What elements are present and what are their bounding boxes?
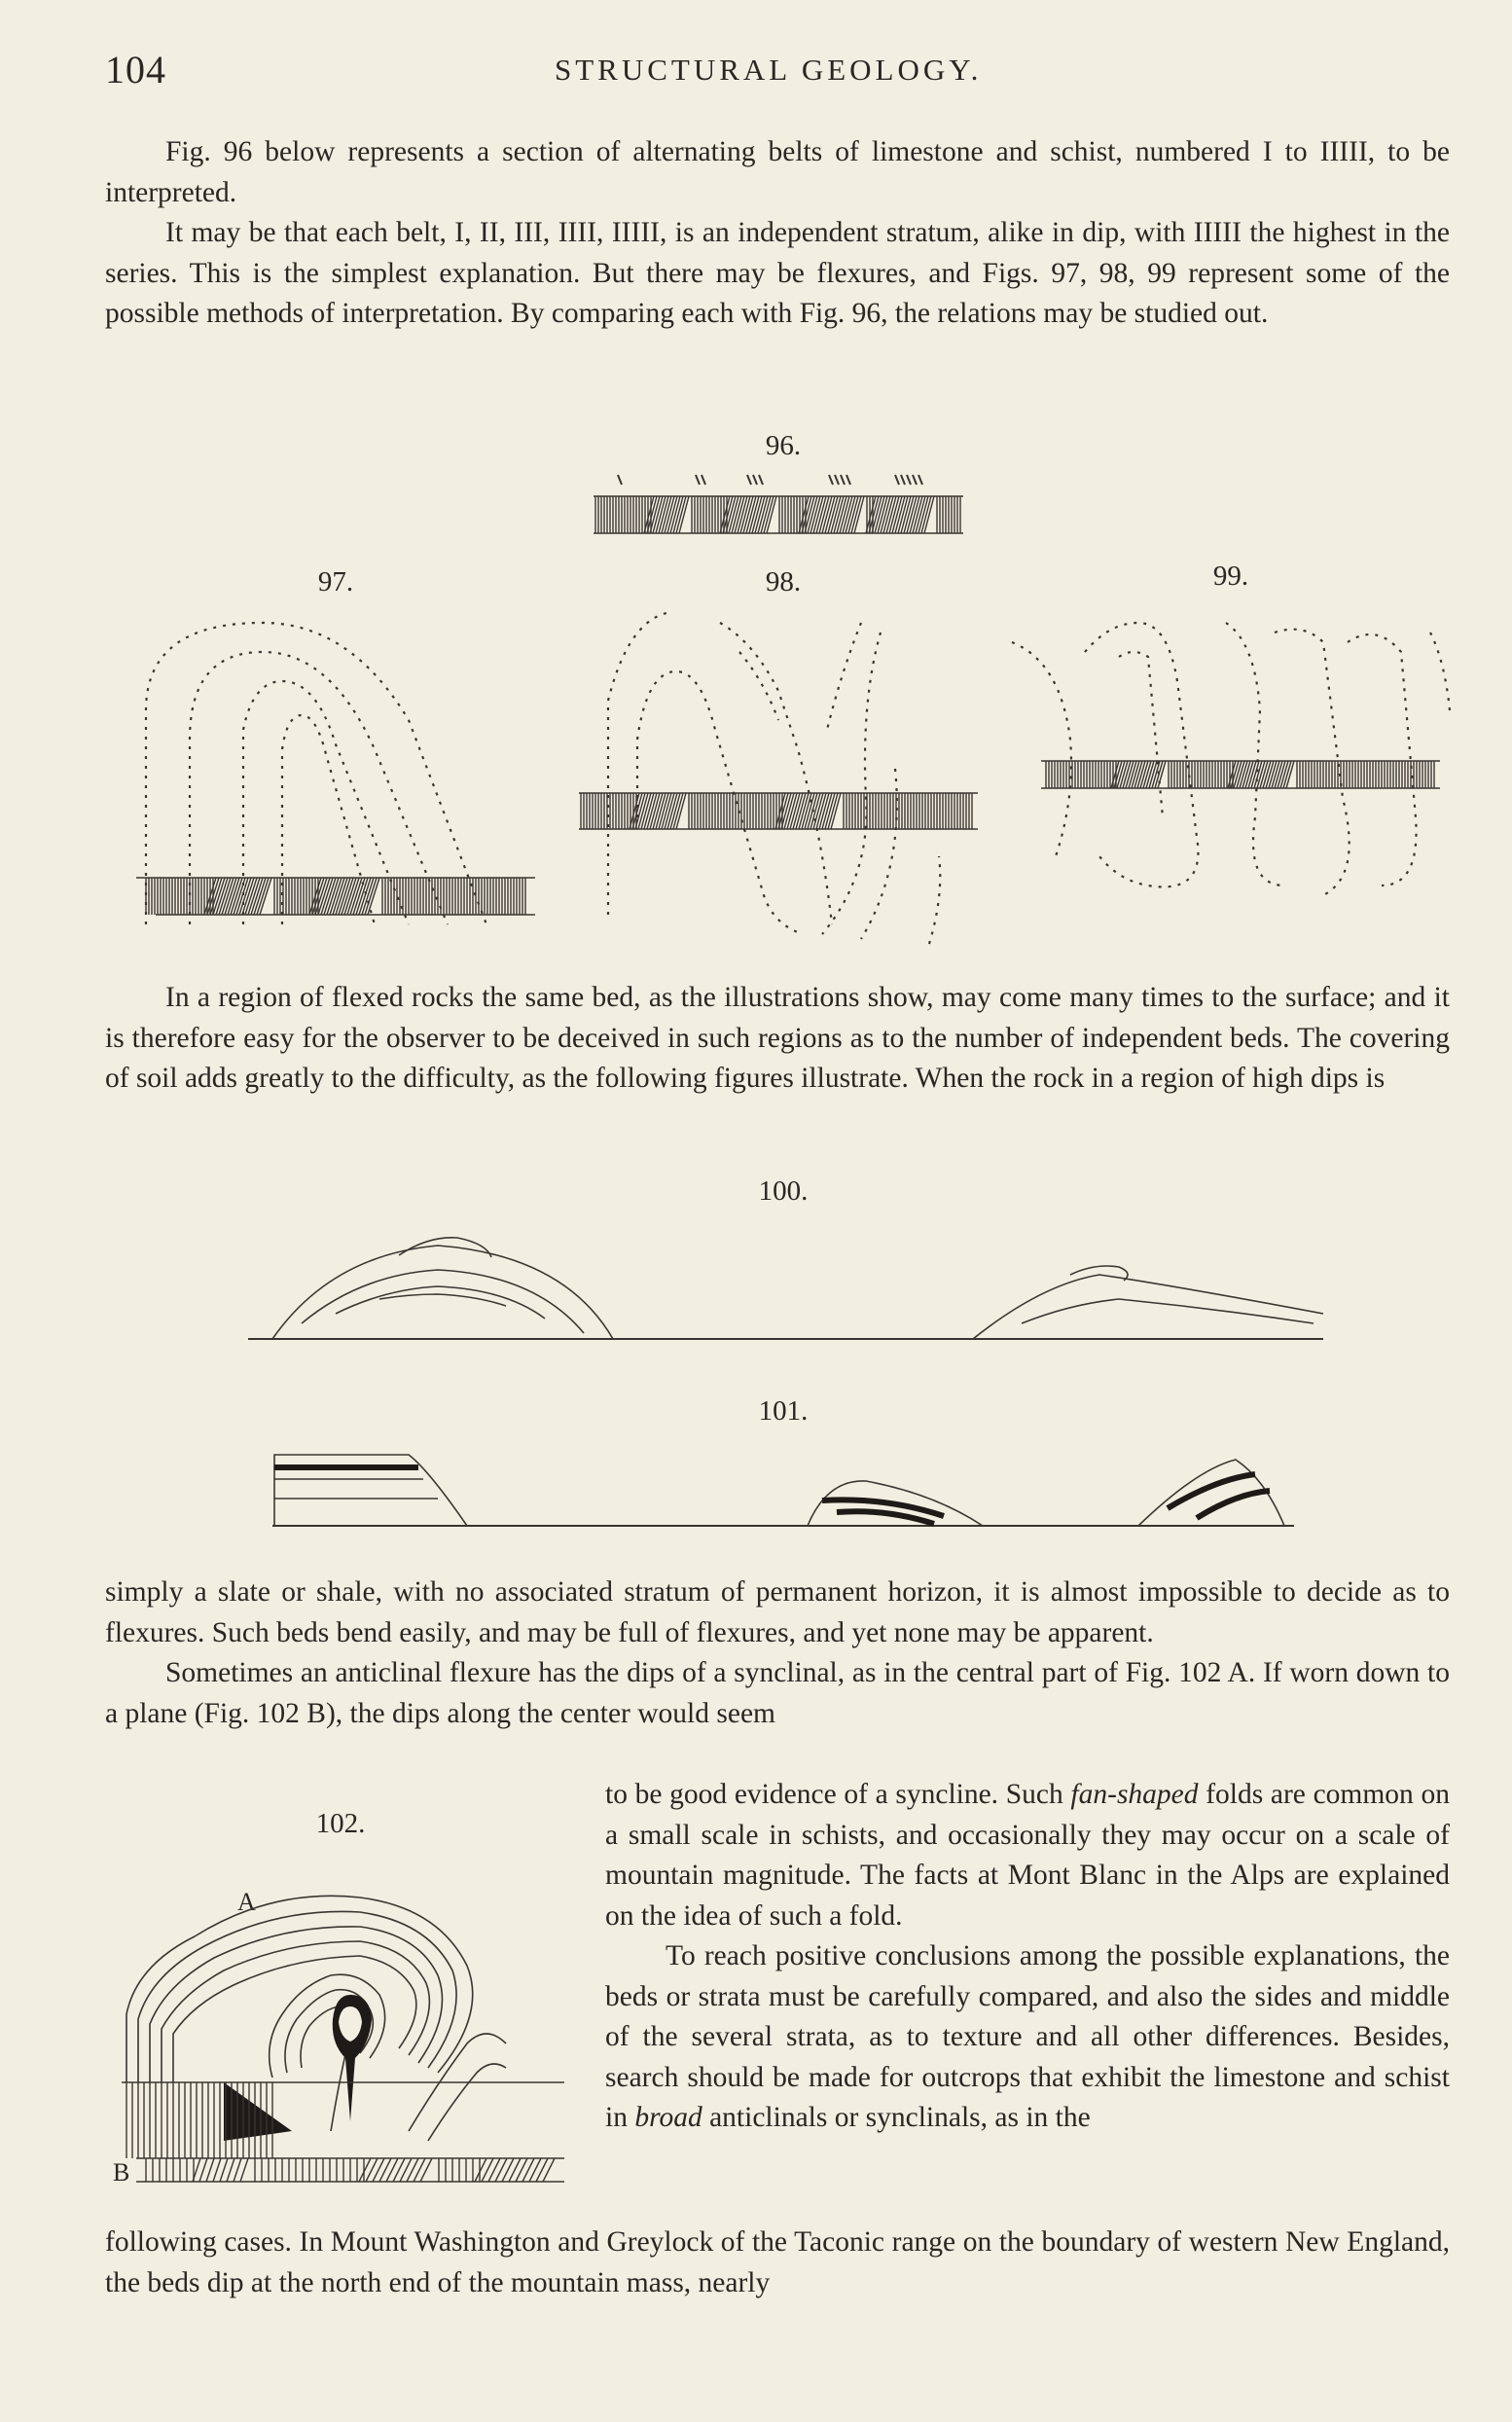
fig-102-label-b: B (113, 2158, 130, 2187)
fig-102-label-a: A (237, 1888, 256, 1916)
fig-99-diagram (1002, 603, 1469, 915)
paragraph-slate: simply a slate or shale, with no associated stratum of permanent horizon, it is almost impossible to decide as to flexures. Such beds bend easily, and may be full of flexures, and yet none may be apparent. (105, 1576, 1450, 1648)
fig-101-caption: 101. (758, 1395, 809, 1427)
slate-text (105, 1572, 1450, 1734)
fig-96-caption: 96. (765, 430, 802, 461)
fig-102-caption: 102. (315, 1808, 366, 1839)
paragraph-intro-2: It may be that each belt, I, II, III, IIII, IIIII, is an independent stratum, alike in dip, with IIIII the highest in the series. This is the simplest explanation. But there may be flexures, and Figs. 97, 98, 99 represent some of the possible methods of interpretation. By comparing each with Fig. 96, the relations may be studied out. (105, 217, 1450, 329)
paragraph-fan-1: Sometimes an anticlinal flexure has the dips of a synclinal, as in the central part of Fig. 102 A. If worn down to a plane (Fig. 102 B), the dips along the center would seem (105, 1657, 1450, 1729)
fig-100-caption: 100. (758, 1175, 809, 1207)
fan-shaped-emphasis: fan-shaped (1070, 1779, 1199, 1810)
fig-97-caption: 97. (317, 566, 354, 597)
fig-98-diagram (569, 603, 997, 954)
paragraph-final: following cases. In Mount Washington and Greylock of the Taconic range on the boundary of western New England, the beds dip at the north end of the mountain mass, nearly (105, 2226, 1450, 2298)
paragraph-reach (605, 1936, 1450, 2139)
fig-97-diagram (126, 603, 564, 954)
fan-text-b: folds are common on a small scale in schists, and occasionally they may occur on a scale of mountain magnitude. The facts at Mont Blanc in the Alps are explained on the idea of such a fold. (605, 1779, 1450, 1932)
broad-emphasis: broad (634, 2102, 702, 2133)
paragraph-fan-2 (605, 1775, 1450, 1936)
final-text (105, 2223, 1450, 2303)
fan-fold-text (605, 1775, 1450, 2139)
intro-text (105, 132, 1450, 335)
page-number: 104 (105, 48, 166, 91)
fig-96-diagram (584, 467, 973, 545)
fig-98-caption: 98. (765, 566, 802, 597)
reach-text-b: anticlinals or synclinals, as in the (702, 2102, 1091, 2133)
flexed-rocks-text (105, 978, 1450, 1100)
paragraph-intro-1: Fig. 96 below represents a section of alternating belts of limestone and schist, numbered I to IIIII, to be interpreted. (105, 136, 1450, 208)
fig-102-diagram (117, 1849, 574, 2199)
running-title: STRUCTURAL GEOLOGY. (555, 53, 983, 87)
reach-text-a: To reach positive conclusions among the possible explanations, the beds or strata must be carefully compared, and also the sides and middle of the several strata, as to texture and all other differences. Besides, search should be made for outcrops that exhibit the limestone and schist in (605, 1940, 1450, 2133)
fig-101-diagram (263, 1440, 1314, 1537)
fig-100-diagram (243, 1216, 1333, 1353)
paragraph-flexed: In a region of flexed rocks the same bed, as the illustrations show, may come many times to the surface; and it is therefore easy for the observer to be deceived in such regions as to the number of independent beds. The covering of soil adds greatly to the difficulty, as the following figures illustrate. When the rock in a region of high dips is (105, 982, 1450, 1094)
fig-99-caption: 99. (1212, 560, 1249, 592)
fan-text-a: to be good evidence of a syncline. Such (605, 1779, 1071, 1810)
